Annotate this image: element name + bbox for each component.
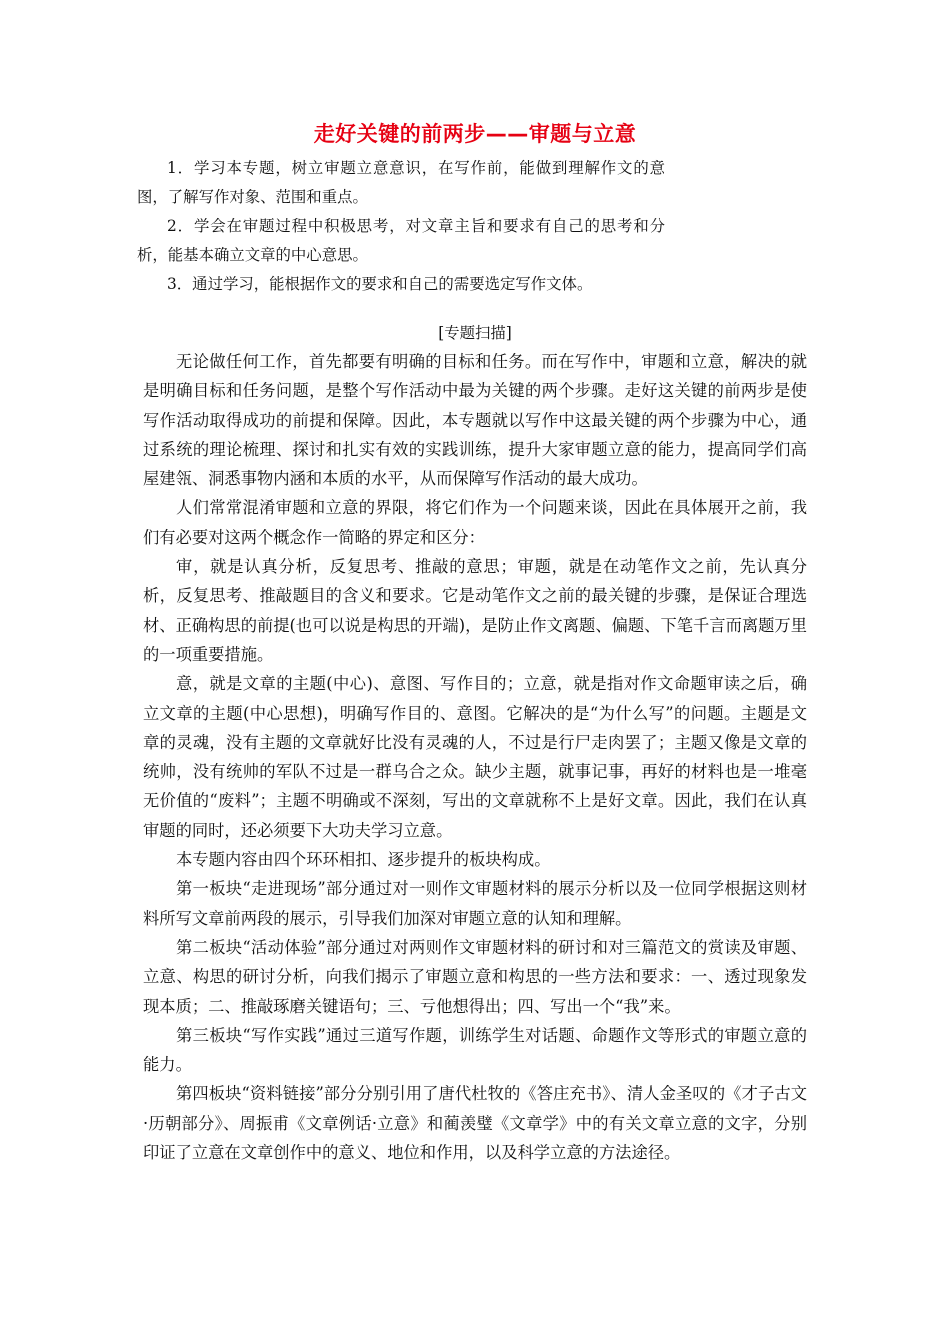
paragraph: 无论做任何工作，首先都要有明确的目标和任务。而在写作中，审题和立意，解决的就是明确目标和任务问题，是整个写作活动中最为关键的两个步骤。走好这关键的前两步是使写作活动取得成功的前提和保障。因此，本专题就以写作中这最关键的两个步骤为中心，通过系统的理论梳理、探讨和扎实有效的实践训练，提升大家审题立意的能力，提高同学们高屋建瓴、洞悉事物内涵和本质的水平，从而保障写作活动的最大成功。	[143, 352, 807, 489]
objective-item: 1．学习本专题，树立审题立意意识，在写作前，能做到理解作文的意图，了解写作对象、范围和重点。	[137, 159, 665, 206]
paragraph: 审，就是认真分析，反复思考、推敲的意思；审题，就是在动笔作文之前，先认真分析，反复思考、推敲题目的含义和要求。它是动笔作文之前的最关键的步骤，是保证合理选材、正确构思的前提(也可以说是构思的开端)，是防止作文离题、偏题、下笔千言而离题万里的一项重要措施。	[143, 557, 807, 664]
paragraph: 第一板块“走进现场”部分通过对一则作文审题材料的展示分析以及一位同学根据这则材料所写文章前两段的展示，引导我们加深对审题立意的认知和理解。	[143, 879, 807, 928]
objective-item: 3．通过学习，能根据作文的要求和自己的需要选定写作文体。	[167, 275, 593, 293]
paragraph: 本专题内容由四个环环相扣、逐步提升的板块构成。	[176, 850, 551, 870]
learning-objectives	[137, 154, 665, 299]
objective-item: 2．学会在审题过程中积极思考，对文章主旨和要求有自己的思考和分析，能基本确立文章的中心意思。	[137, 217, 665, 264]
document-title: 走好关键的前两步——审题与立意	[313, 122, 637, 146]
section-heading: [专题扫描]	[438, 324, 512, 342]
body-text	[143, 347, 807, 1167]
paragraph: 第四板块“资料链接”部分分别引用了唐代杜牧的《答庄充书》、清人金圣叹的《才子古文·历朝部分》、周振甫《文章例话·立意》和蔺羡璧《文章学》中的有关文章立意的文字，分别印证了立意在文章创作中的意义、地位和作用，以及科学立意的方法途径。	[143, 1084, 807, 1163]
paragraph: 第二板块“活动体验”部分通过对两则作文审题材料的研讨和对三篇范文的赏读及审题、立意、构思的研讨分析，向我们揭示了审题立意和构思的一些方法和要求：一、透过现象发现本质；二、推敲琢磨关键语句；三、亏他想得出；四、写出一个“我”来。	[143, 937, 807, 1016]
paragraph: 意，就是文章的主题(中心)、意图、写作目的；立意，就是指对作文命题审读之后，确立文章的主题(中心思想)，明确写作目的、意图。它解决的是“为什么写”的问题。主题是文章的灵魂，没有主题的文章就好比没有灵魂的人，不过是行尸走肉罢了；主题又像是文章的统帅，没有统帅的军队不过是一群乌合之众。缺少主题，就事记事，再好的材料也是一堆毫无价值的“废料”；主题不明确或不深刻，写出的文章就称不上是好文章。因此，我们在认真审题的同时，还必须要下大功夫学习立意。	[143, 674, 807, 840]
paragraph: 人们常常混淆审题和立意的界限，将它们作为一个问题来谈，因此在具体展开之前，我们有必要对这两个概念作一简略的界定和区分：	[143, 498, 807, 547]
paragraph: 第三板块“写作实践”通过三道写作题，训练学生对话题、命题作文等形式的审题立意的能力。	[143, 1025, 807, 1075]
